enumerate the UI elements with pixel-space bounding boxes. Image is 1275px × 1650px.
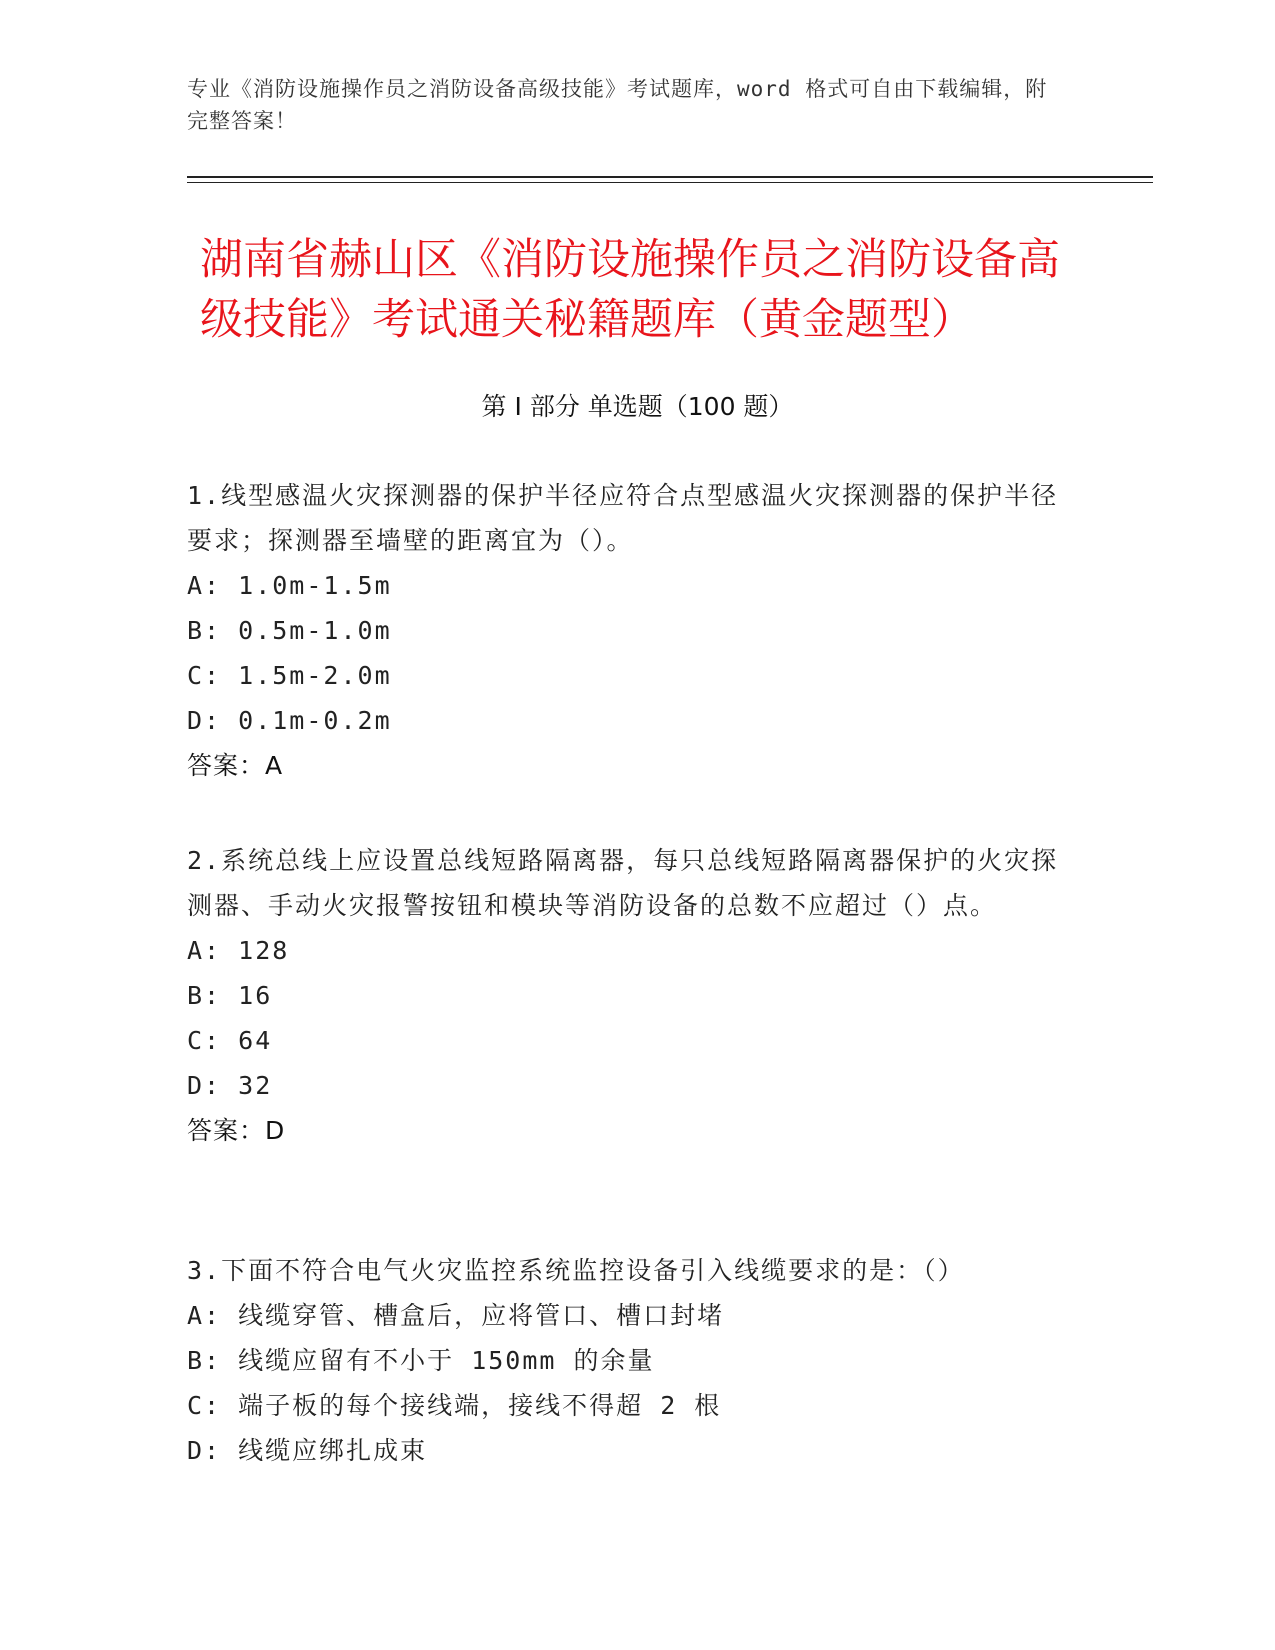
option-d: D: 32 xyxy=(187,1071,273,1100)
question-3 xyxy=(187,1248,1067,1473)
option-a: A: 128 xyxy=(187,936,290,965)
section-heading: 第 I 部分 单选题（100 题） xyxy=(481,392,794,421)
option-c: C: 64 xyxy=(187,1026,273,1055)
question-stem: 3.下面不符合电气火灾监控系统监控设备引入线缆要求的是：（） xyxy=(187,1256,965,1285)
option-d: D: 0.1m-0.2m xyxy=(187,706,392,735)
option-b: B: 16 xyxy=(187,981,273,1010)
option-c: C: 端子板的每个接线端，接线不得超 2 根 xyxy=(187,1391,722,1420)
question-stem: 1.线型感温火灾探测器的保护半径应符合点型感温火灾探测器的保护半径要求；探测器至墙壁的距离宜为（）。 xyxy=(187,481,1059,555)
question-1 xyxy=(187,473,1067,788)
option-c: C: 1.5m-2.0m xyxy=(187,661,392,690)
question-stem: 2.系统总线上应设置总线短路隔离器，每只总线短路隔离器保护的火灾探测器、手动火灾报警按钮和模块等消防设备的总数不应超过（）点。 xyxy=(187,846,1059,920)
header-note: 专业《消防设施操作员之消防设备高级技能》考试题库，word 格式可自由下载编辑，附完整答案！ xyxy=(187,77,1048,133)
answer: 答案：A xyxy=(187,751,284,780)
option-b: B: 线缆应留有不小于 150mm 的余量 xyxy=(187,1346,655,1375)
option-d: D: 线缆应绑扎成束 xyxy=(187,1436,428,1465)
option-a: A: 线缆穿管、槽盒后，应将管口、槽口封堵 xyxy=(187,1301,725,1330)
question-2 xyxy=(187,838,1067,1153)
header-divider-thick xyxy=(187,176,1153,178)
document-title: 湖南省赫山区《消防设施操作员之消防设备高级技能》考试通关秘籍题库（黄金题型） xyxy=(200,235,1060,345)
answer: 答案：D xyxy=(187,1116,286,1145)
header-divider-thin xyxy=(187,182,1153,183)
option-b: B: 0.5m-1.0m xyxy=(187,616,392,645)
option-a: A: 1.0m-1.5m xyxy=(187,571,392,600)
